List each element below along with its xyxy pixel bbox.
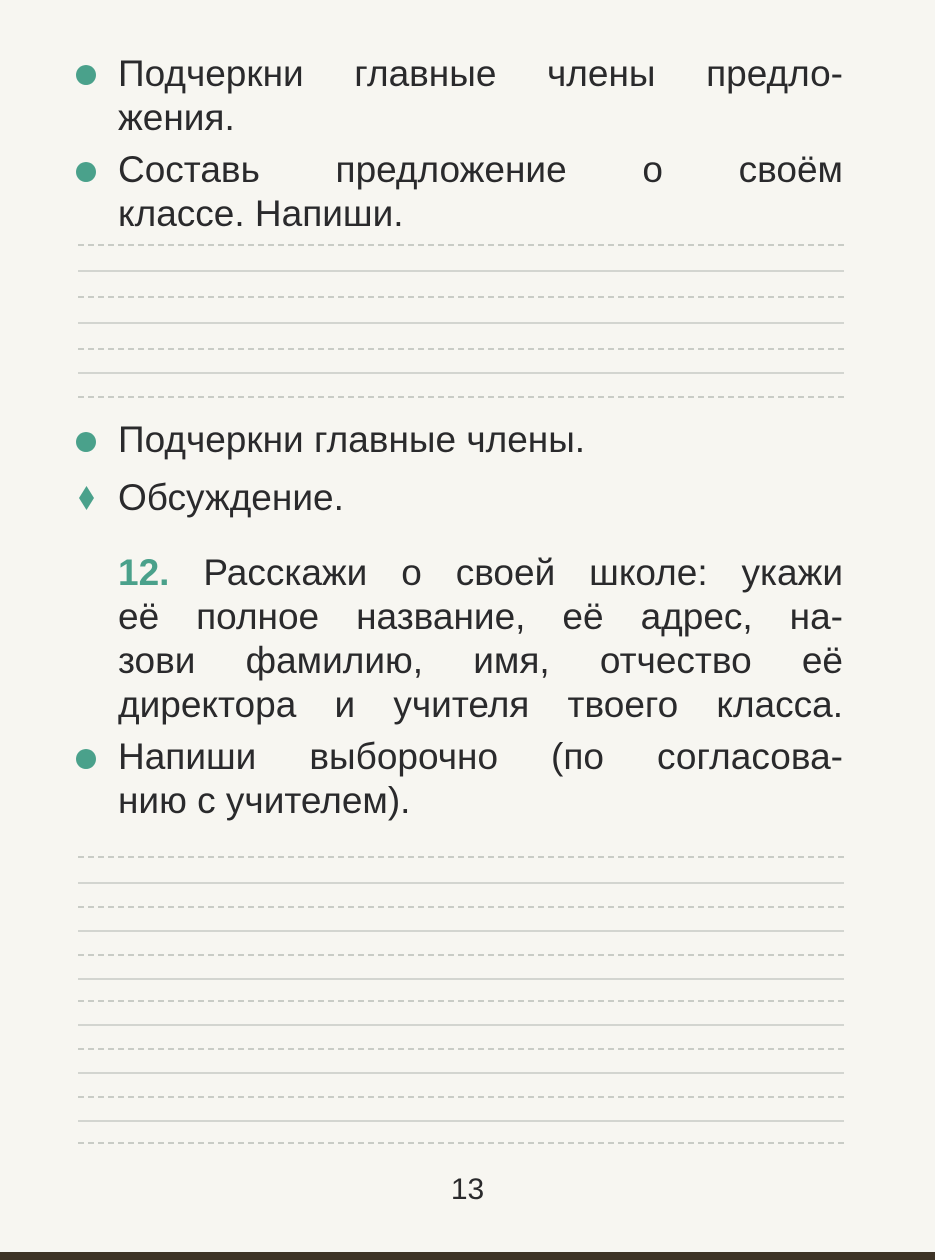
writing-guide-line — [78, 856, 844, 858]
writing-guide-line — [78, 906, 844, 908]
task-underline-line-1: Подчеркни главные члены предло- — [118, 53, 843, 94]
writing-base-line — [78, 372, 844, 374]
exercise-12-line-4: директора и учителя твоего класса. — [118, 684, 843, 725]
writing-guide-line — [78, 348, 844, 350]
writing-guide-line — [78, 1000, 844, 1002]
writing-base-line — [78, 1024, 844, 1026]
writing-guide-line — [78, 1048, 844, 1050]
task-underline-line-2: жения. — [118, 97, 235, 138]
writing-base-line — [78, 930, 844, 932]
writing-guide-line — [78, 954, 844, 956]
task-compose-line-2: классе. Напиши. — [118, 193, 404, 234]
page-bottom-edge — [0, 1252, 935, 1260]
task-write-selectively-line-1: Напиши выборочно (по согласова- — [118, 736, 843, 777]
writing-base-line — [78, 1120, 844, 1122]
writing-guide-line — [78, 1142, 844, 1144]
exercise-number: 12. — [118, 552, 170, 593]
writing-guide-line — [78, 396, 844, 398]
task-underline-main-parts: Подчеркни главные члены. — [118, 419, 586, 460]
exercise-12-line-1 — [118, 551, 843, 595]
writing-guide-line — [78, 244, 844, 246]
task-compose-line-1: Составь предложение о своём — [118, 149, 843, 190]
exercise-12-text-1: Расскажи о своей школе: укажи — [203, 552, 844, 593]
task-write-selectively-line-2: нию с учителем). — [118, 780, 411, 821]
writing-guide-line — [78, 1096, 844, 1098]
writing-base-line — [78, 882, 844, 884]
writing-base-line — [78, 322, 844, 324]
bullet-icon — [76, 65, 96, 85]
writing-base-line — [78, 978, 844, 980]
writing-base-line — [78, 1072, 844, 1074]
bullet-icon — [76, 162, 96, 182]
diamond-icon — [79, 486, 94, 510]
writing-guide-line — [78, 296, 844, 298]
page-number: 13 — [450, 1173, 485, 1206]
task-discussion: Обсуждение. — [118, 477, 344, 518]
writing-base-line — [78, 270, 844, 272]
bullet-icon — [76, 432, 96, 452]
exercise-12-line-3: зови фамилию, имя, отчество её — [118, 640, 843, 681]
bullet-icon — [76, 749, 96, 769]
exercise-12-line-2: её полное название, её адрес, на- — [118, 596, 843, 637]
